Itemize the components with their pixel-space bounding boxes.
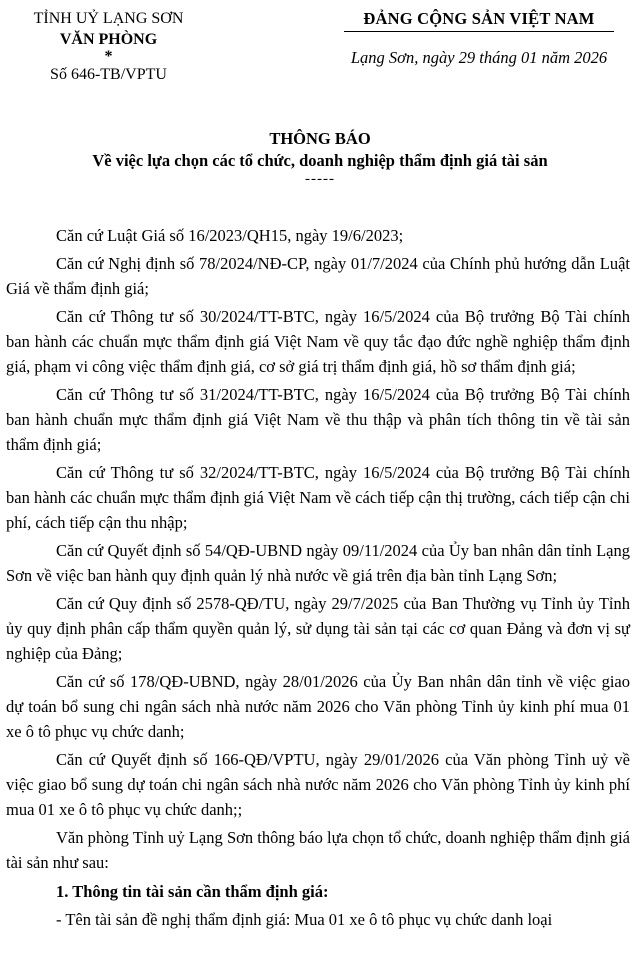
party-block bbox=[318, 8, 640, 69]
paragraph: Căn cứ Thông tư số 32/2024/TT-BTC, ngày 16/5/2024 của Bộ trưởng Bộ Tài chính ban hành các chuẩn mực thẩm định giá Việt Nam về cách tiếp cận thị trường, cách tiếp cận chi phí, cách tiếp cận thu nhập; bbox=[6, 463, 630, 532]
issuing-agency-block bbox=[6, 8, 211, 85]
paragraph: Căn cứ Luật Giá số 16/2023/QH15, ngày 19/6/2023; bbox=[56, 226, 404, 245]
paragraph: Căn cứ Quy định số 2578-QĐ/TU, ngày 29/7/2025 của Ban Thường vụ Tỉnh ủy Tỉnh ủy quy định phân cấp thẩm quyền quản lý, sử dụng tài sản tại các cơ quan Đảng và đơn vị sự nghiệp của Đảng; bbox=[6, 594, 630, 663]
title-subject: Về việc lựa chọn các tổ chức, doanh nghiệp thẩm định giá tài sản bbox=[92, 151, 548, 170]
title-dashes: ----- bbox=[305, 171, 335, 187]
document-number: Số 646-TB/VPTU bbox=[50, 66, 167, 83]
paragraph: - Tên tài sản đề nghị thẩm định giá: Mua 01 xe ô tô phục vụ chức danh loại bbox=[56, 910, 553, 929]
paragraph: Căn cứ Thông tư số 30/2024/TT-BTC, ngày 16/5/2024 của Bộ trưởng Bộ Tài chính ban hành các chuẩn mực thẩm định giá Việt Nam về quy tắc đạo đức nghề nghiệp thẩm định giá, phạm vi công việc thẩm định giá, cơ sở giá trị thẩm định giá, hồ sơ thẩm định giá; bbox=[6, 307, 630, 376]
paragraph: Căn cứ Thông tư số 31/2024/TT-BTC, ngày 16/5/2024 của Bộ trưởng Bộ Tài chính ban hành chuẩn mực thẩm định giá Việt Nam về thu thập và phân tích thông tin về tài sản thẩm định giá; bbox=[6, 385, 630, 454]
document-body bbox=[6, 223, 630, 935]
agency-star: * bbox=[104, 48, 113, 65]
party-name: ĐẢNG CỘNG SẢN VIỆT NAM bbox=[363, 9, 595, 28]
paragraph: Căn cứ Nghị định số 78/2024/NĐ-CP, ngày 01/7/2024 của Chính phủ hướng dẫn Luật Giá về thẩm định giá; bbox=[6, 254, 630, 298]
title-heading: THÔNG BÁO bbox=[269, 129, 371, 148]
section-heading: 1. Thông tin tài sản cần thẩm định giá: bbox=[56, 882, 329, 901]
paragraph: Căn cứ số 178/QĐ-UBND, ngày 28/01/2026 của Ủy Ban nhân dân tỉnh về việc giao dự toán bổ sung chi ngân sách nhà nước năm 2026 cho Văn phòng Tỉnh ủy kinh phí mua 01 xe ô tô phục vụ chức danh; bbox=[6, 672, 630, 741]
paragraph: Văn phòng Tỉnh uỷ Lạng Sơn thông báo lựa chọn tổ chức, doanh nghiệp thẩm định giá tài sản như sau: bbox=[6, 828, 630, 872]
party-underline bbox=[344, 31, 614, 32]
agency-parent: TỈNH UỶ LẠNG SƠN bbox=[33, 10, 184, 27]
agency-name: VĂN PHÒNG bbox=[59, 31, 158, 48]
paragraph: Căn cứ Quyết định số 166-QĐ/VPTU, ngày 29/01/2026 của Văn phòng Tỉnh uỷ về việc giao bổ sung dự toán chi ngân sách nhà nước năm 2026 cho Văn phòng Tỉnh ủy kinh phí mua 01 xe ô tô phục vụ chức danh;; bbox=[6, 750, 630, 819]
document-title bbox=[0, 128, 640, 186]
dateline: Lạng Sơn, ngày 29 tháng 01 năm 2026 bbox=[350, 48, 608, 67]
paragraph: Căn cứ Quyết định số 54/QĐ-UBND ngày 09/11/2024 của Ủy ban nhân dân tỉnh Lạng Sơn về việc ban hành quy định quản lý nhà nước về giá trên địa bàn tỉnh Lạng Sơn; bbox=[6, 541, 630, 585]
